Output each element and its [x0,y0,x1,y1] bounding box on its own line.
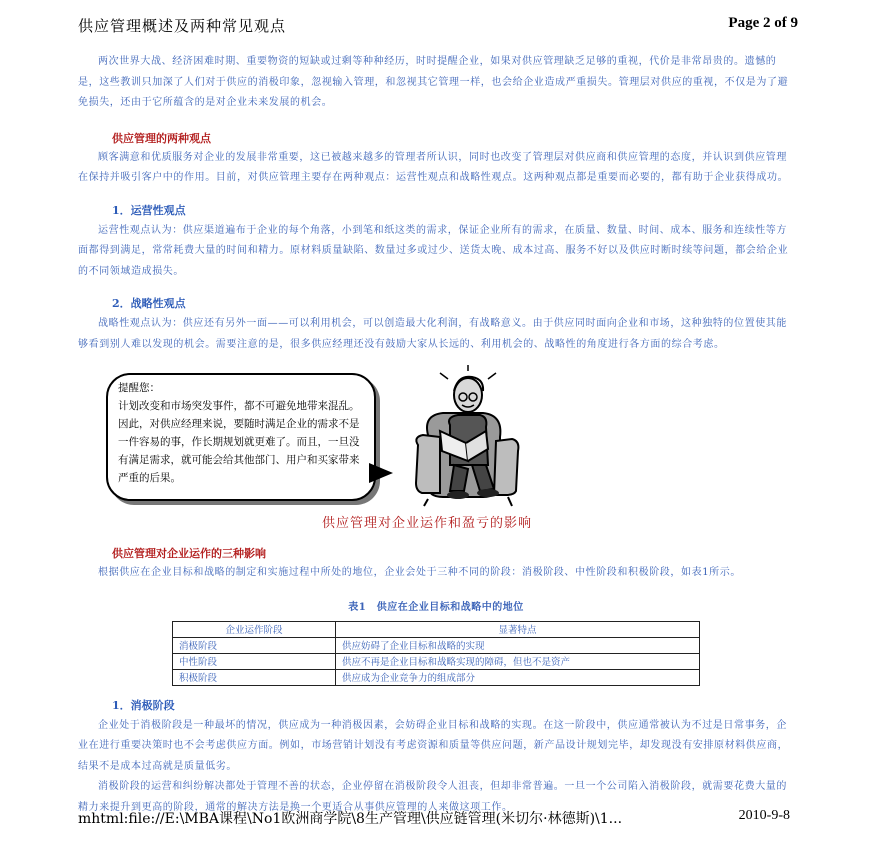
reminder-speech-bubble [106,373,376,501]
table-header-row [173,621,700,637]
table-cell: 积极阶段 [173,669,336,685]
table-row [173,637,700,653]
table-cell: 中性阶段 [173,653,336,669]
strategic-paragraph: 战略性观点认为：供应还有另外一面——可以利用机会，可以创造最大化利润，有战略意义。由于供应同时面向企业和市场，这种独特的位置使其能够看到别人难以发现的机会。需要注意的是，很多供应经理还没有鼓励大家从长远的、利用机会的、战略性的角度进行各方面的综合考虑。 [78,318,787,350]
table-title: 表1 供应在企业目标和战略中的地位 [348,601,524,613]
figure-caption: 供应管理对企业运作和盈亏的影响 [322,516,533,531]
table-row [173,669,700,685]
bubble-text: 计划改变和市场突发事件，都不可避免地带来混乱。因此，对供应经理来说，要随时满足企业的需求不是一件容易的事，作长期规划就更难了。而且，一旦没有满足需求，就可能会给其他部门、用户和买家带来严重的后果。 [118,400,360,484]
three-impacts-heading: 供应管理对企业运作的三种影响 [112,547,266,560]
cartoon-figure [78,365,794,510]
operational-heading: 1．运营性观点 [112,203,186,217]
two-views-heading: 供应管理的两种观点 [112,131,211,145]
footer-file-path: mhtml:file://E:\MBA课程\No1欧洲商学院\8生产管理\供应链管理(米切尔·林德斯)\1... [78,811,623,827]
two-views-paragraph: 顾客满意和优质服务对企业的发展非常重要，这已被越来越多的管理者所认识，同时也改变了管理层对供应商和供应管理的态度，并认识到供应管理在保持并吸引客户中的作用。目前，对供应管理主要存在两种观点：运营性观点和战略性观点。这两种观点都是重要而必要的，都有助于企业获得成功。 [78,151,789,183]
intro-paragraph: 两次世界大战、经济困难时期、重要物资的短缺或过剩等种种经历，时时提醒企业，如果对供应管理缺乏足够的重视，代价是非常昂贵的。遗憾的是，这些教训只加深了人们对于供应的消极印象，忽视输入管理，和忽视其它管理一样，也会给企业造成严重损失。管理层对供应的重视，不仅是为了避免损失，还由于它所蕴含的是对企业未来发展的机会。 [78,56,789,108]
table-cell: 供应成为企业竞争力的组成部分 [336,669,700,685]
page-title: 供应管理概述及两种常见观点 [78,17,287,35]
table-cell: 供应妨碍了企业目标和战略的实现 [336,637,700,653]
supply-stage-table [172,621,700,686]
footer-date: 2010-9-8 [738,808,790,823]
table-header-cell: 企业运作阶段 [173,621,336,637]
negative-stage-paragraph-2: 消极阶段的运营和纠纷解决都处于管理不善的状态，企业停留在消极阶段令人沮丧，但却非常普遍。一旦一个公司陷入消极阶段，就需要花费大量的精力来提升到更高的阶段，通常的解决方法是换一个更适合从事供应管理的人来做这项工作。 [78,781,787,813]
document-body [78,52,794,818]
negative-stage-heading: 1．消极阶段 [112,698,175,712]
three-impacts-paragraph: 根据供应在企业目标和战略的制定和实施过程中所处的地位，企业会处于三种不同的阶段：消极阶段、中性阶段和积极阶段，如表1所示。 [98,567,741,578]
bubble-title: 提醒您： [118,382,160,394]
page-number: Page 2 of 9 [728,15,798,31]
negative-stage-paragraph-1: 企业处于消极阶段是一种最坏的情况，供应成为一种消极因素，会妨碍企业目标和战略的实现。在这一阶段中，供应通常被认为不过是日常事务，企业在进行重要决策时也不会考虑供应方面。例如，市场营销计划没有考虑资源和质量等供应问题，新产品设计规划完毕，却发现没有安排原材料供应商，结果不是成本过高就是质量低劣。 [78,719,789,772]
strategic-heading: 2．战略性观点 [112,297,186,310]
table-cell: 消极阶段 [173,637,336,653]
operational-paragraph: 运营性观点认为：供应渠道遍布于企业的每个角落，小到笔和纸这类的需求，保证企业所有的需求，在质量、数量、时间、成本、服务和连续性等方面都得到满足，常常耗费大量的时间和精力。原材料质量缺陷、数量过多或过少、送货太晚、成本过高、服务不好以及供应时断时续等问题，都会给企业的不同领域造成损失。 [78,224,789,277]
table-cell: 供应不再是企业目标和战略实现的障碍，但也不是资产 [336,653,700,669]
table-row [173,653,700,669]
man-reading-in-armchair-illustration [388,365,538,507]
table-header-cell: 显著特点 [336,621,700,637]
